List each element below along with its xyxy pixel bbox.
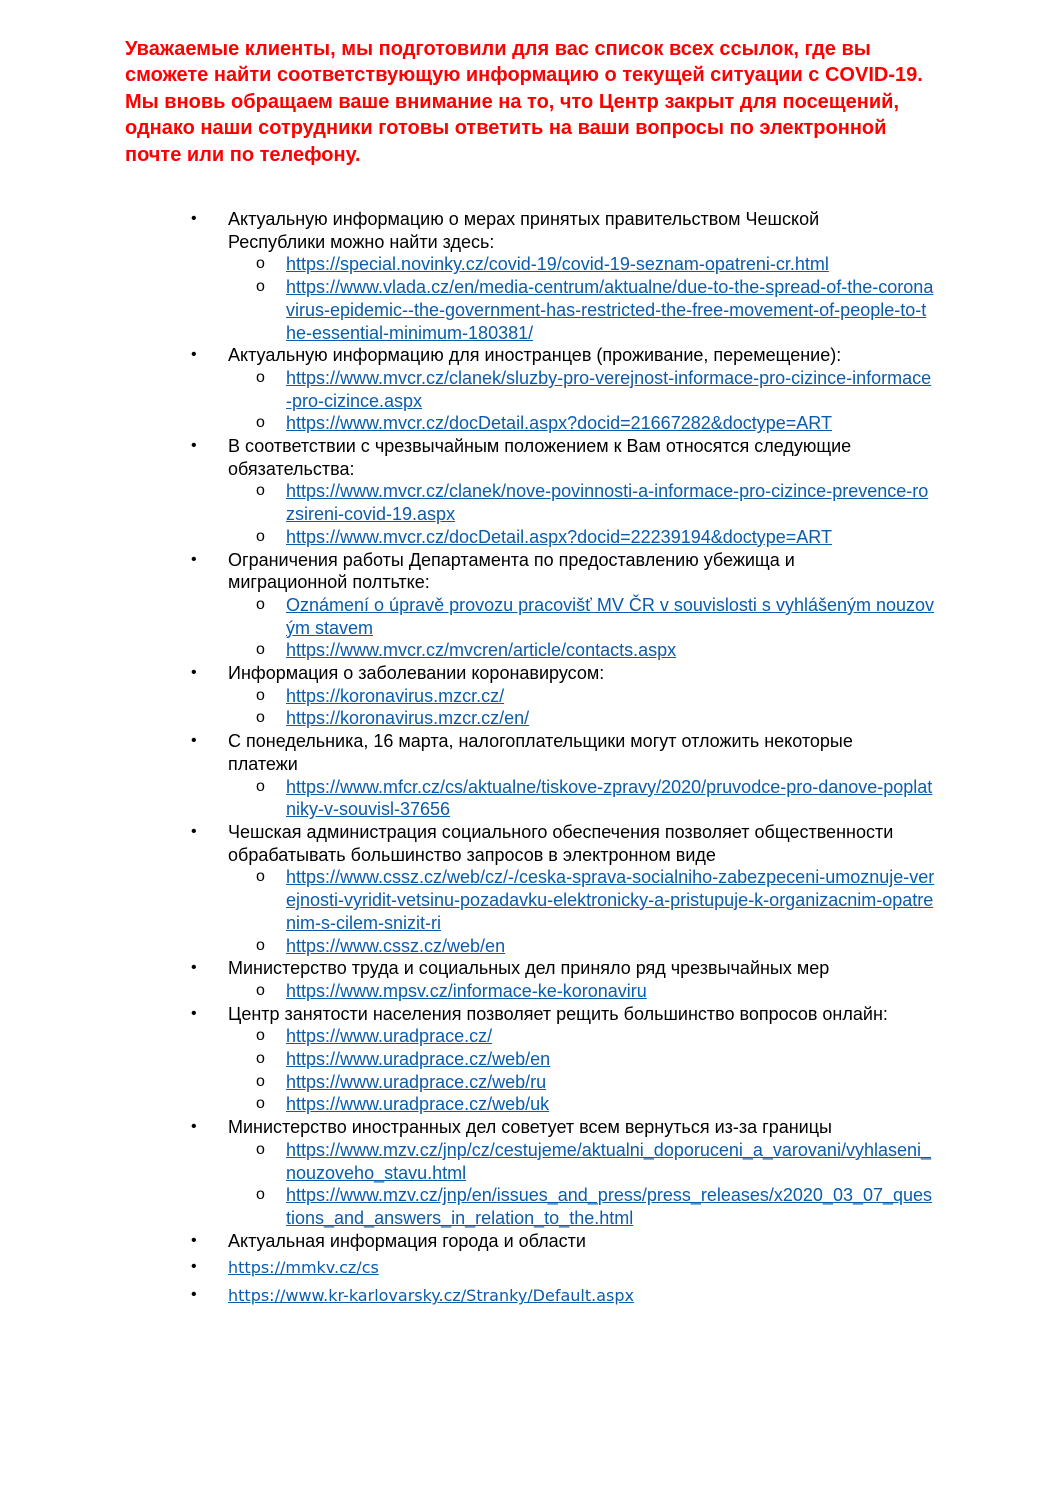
circle-bullet-icon: o xyxy=(256,641,265,659)
list-item xyxy=(0,1284,908,1308)
bullet-icon: • xyxy=(191,1286,197,1304)
link[interactable]: https://www.mzv.cz/jnp/cz/cestujeme/aktualni_doporuceni_a_varovani/vyhlaseni_nouzoveho_stavu.html xyxy=(286,1139,931,1183)
list-item-text: Ограничения работы Департамента по предоставлению убежища и миграционной полтьтке: xyxy=(228,549,795,593)
link[interactable]: https://www.cssz.cz/web/cz/-/ceska-sprava-socialniho-zabezpeceni-umoznuje-verejnosti-vyridit-vetsinu-pozadavku-elektronicky-a-pristupuje-k-organizacnim-opatrenim-s-cilem-snizit-ri xyxy=(286,867,935,933)
sub-list-item xyxy=(256,1139,936,1184)
sub-list xyxy=(228,1139,933,1230)
circle-bullet-icon: o xyxy=(256,936,265,954)
list-item xyxy=(0,1116,933,1230)
circle-bullet-icon: o xyxy=(256,1095,265,1113)
link[interactable]: https://www.uradprace.cz/ xyxy=(286,1026,493,1047)
circle-bullet-icon: o xyxy=(256,709,265,727)
link[interactable]: https://www.kr-karlovarsky.cz/Stranky/Default.aspx xyxy=(228,1286,634,1306)
sub-list-item xyxy=(256,1184,936,1229)
circle-bullet-icon: o xyxy=(256,414,265,432)
circle-bullet-icon: o xyxy=(256,368,265,386)
list-item-text: Актуальную информацию для иностранцев (проживание, перемещение): xyxy=(228,345,842,366)
list-item-text: Министерство иностранных дел советует всем вернуться из-за границы xyxy=(228,1117,832,1138)
circle-bullet-icon: o xyxy=(256,686,265,704)
bullet-icon: • xyxy=(191,1231,197,1249)
link[interactable]: Oznámení o úpravě provozu pracovišť MV ČR v souvislosti s vyhlášeným nouzovým stavem xyxy=(286,594,935,638)
list-item xyxy=(0,344,932,435)
sub-list xyxy=(228,480,929,548)
sub-list xyxy=(228,367,932,435)
link[interactable]: https://koronavirus.mzcr.cz/ xyxy=(286,685,505,706)
bullet-icon: • xyxy=(191,664,197,682)
sub-list-item xyxy=(256,594,936,639)
circle-bullet-icon: o xyxy=(256,595,265,613)
sub-list-item xyxy=(256,935,936,958)
list-item xyxy=(0,208,934,344)
sub-list-item xyxy=(256,1071,936,1094)
sub-list-item xyxy=(256,526,936,549)
circle-bullet-icon: o xyxy=(256,278,265,296)
link[interactable]: https://www.uradprace.cz/web/en xyxy=(286,1049,551,1070)
circle-bullet-icon: o xyxy=(256,255,265,273)
sub-list-item xyxy=(256,480,936,525)
circle-bullet-icon: o xyxy=(256,1027,265,1045)
bullet-icon: • xyxy=(191,822,197,840)
list-item-text: Министерство труда и социальных дел приняло ряд чрезвычайных мер xyxy=(228,958,830,979)
intro-line-2: Мы вновь обращаем ваше внимание на то, что Центр закрыт для посещений, однако наши сотрудники готовы ответить на ваши вопросы по электронной почте или по телефону. xyxy=(125,90,900,166)
sub-list xyxy=(228,776,933,821)
sub-list-item xyxy=(256,1025,936,1048)
circle-bullet-icon: o xyxy=(256,1072,265,1090)
link[interactable]: https://www.uradprace.cz/web/uk xyxy=(286,1094,550,1115)
sub-list-item xyxy=(256,776,936,821)
sub-list-item xyxy=(256,866,936,934)
bullet-icon: • xyxy=(191,732,197,750)
list-item xyxy=(0,662,908,730)
link[interactable]: https://www.cssz.cz/web/en xyxy=(286,935,506,956)
list-item xyxy=(0,1256,908,1280)
list-item-text: Актуальную информацию о мерах принятых правительством Чешской Республики можно найти здесь: xyxy=(228,209,820,252)
link[interactable]: https://www.mvcr.cz/docDetail.aspx?docid=22239194&doctype=ART xyxy=(286,526,832,547)
circle-bullet-icon: o xyxy=(256,777,265,795)
circle-bullet-icon: o xyxy=(256,527,265,545)
link[interactable]: https://www.mvcr.cz/clanek/nove-povinnosti-a-informace-pro-cizince-prevence-rozsireni-covid-19.aspx xyxy=(286,481,929,525)
link[interactable]: https://www.mvcr.cz/docDetail.aspx?docid=21667282&doctype=ART xyxy=(286,413,832,434)
sub-list xyxy=(228,253,934,344)
circle-bullet-icon: o xyxy=(256,1140,265,1158)
sub-list-item xyxy=(256,276,936,344)
list-item-text: Центр занятости населения позволяет рещить большинство вопросов онлайн: xyxy=(228,1003,888,1024)
list-item-text: В соответствии с чрезвычайным положением к Вам относятся следующие обязательства: xyxy=(228,436,852,479)
circle-bullet-icon: o xyxy=(256,868,265,886)
link[interactable]: https://www.mvcr.cz/clanek/sluzby-pro-verejnost-informace-pro-cizince-informace-pro-cizince.aspx xyxy=(286,367,932,411)
intro-line-1: Уважаемые клиенты, мы подготовили для вас список всех ссылок, где вы сможете найти соответствующую информацию о текущей ситуации с COVID-19. xyxy=(125,38,923,87)
link[interactable]: https://www.mpsv.cz/informace-ke-koronaviru xyxy=(286,980,647,1001)
sub-list xyxy=(228,980,908,1003)
link[interactable]: https://www.mvcr.cz/mvcren/article/contacts.aspx xyxy=(286,640,677,661)
sub-list xyxy=(228,685,908,730)
list-item xyxy=(0,435,929,549)
sub-list-item xyxy=(256,412,936,435)
link[interactable]: https://www.uradprace.cz/web/ru xyxy=(286,1071,547,1092)
list-item xyxy=(0,821,935,957)
sub-list-item xyxy=(256,707,936,730)
bullet-icon: • xyxy=(191,437,197,455)
circle-bullet-icon: o xyxy=(256,1186,265,1204)
sub-list-item xyxy=(256,980,936,1003)
list-item xyxy=(0,730,933,821)
sub-list-item xyxy=(256,253,936,276)
link[interactable]: https://special.novinky.cz/covid-19/covid-19-seznam-opatreni-cr.html xyxy=(286,254,829,275)
sub-list-item xyxy=(256,1093,936,1116)
sub-list-item xyxy=(256,1048,936,1071)
sub-list-item xyxy=(256,367,936,412)
circle-bullet-icon: o xyxy=(256,1050,265,1068)
circle-bullet-icon: o xyxy=(256,981,265,999)
circle-bullet-icon: o xyxy=(256,482,265,500)
list-item xyxy=(0,1230,908,1253)
link[interactable]: https://www.mfcr.cz/cs/aktualne/tiskove-zpravy/2020/pruvodce-pro-danove-poplatniky-v-souvisl-37656 xyxy=(286,776,933,820)
sub-list-item xyxy=(256,685,936,708)
bullet-icon: • xyxy=(191,959,197,977)
link[interactable]: https://www.vlada.cz/en/media-centrum/aktualne/due-to-the-spread-of-the-coronavirus-epidemic--the-government-has-restricted-the-free-movement-of-people-to-the-essential-minimum-180381/ xyxy=(286,277,934,343)
sub-list xyxy=(228,1025,908,1116)
list-item xyxy=(0,549,935,663)
link[interactable]: https://www.mzv.cz/jnp/en/issues_and_press/press_releases/x2020_03_07_questions_and_answers_in_relation_to_the.html xyxy=(286,1185,933,1228)
list-item xyxy=(0,1003,908,1117)
sub-list xyxy=(228,594,935,662)
list-item-text: Актуальная информация города и области xyxy=(228,1230,586,1251)
sub-list xyxy=(228,866,935,957)
list-item-text: Чешская администрация социального обеспечения позволяет общественности обрабатывать большинство запросов в электронном виде xyxy=(228,821,894,865)
bullet-icon: • xyxy=(191,346,197,364)
list-item-text: Информация о заболевании коронавирусом: xyxy=(228,663,605,684)
bullet-icon: • xyxy=(191,1258,197,1276)
link-list xyxy=(0,208,1058,1308)
bullet-icon: • xyxy=(191,550,197,568)
list-item-text: С понедельника, 16 марта, налогоплательщики могут отложить некоторые платежи xyxy=(228,731,853,774)
list-item xyxy=(0,957,908,1002)
bullet-icon: • xyxy=(191,1118,197,1136)
bullet-icon: • xyxy=(191,1004,197,1022)
bullet-icon: • xyxy=(191,210,197,227)
sub-list-item xyxy=(256,639,936,662)
link[interactable]: https://koronavirus.mzcr.cz/en/ xyxy=(286,708,530,729)
link[interactable]: https://mmkv.cz/cs xyxy=(228,1258,379,1278)
intro-notice xyxy=(125,36,945,168)
